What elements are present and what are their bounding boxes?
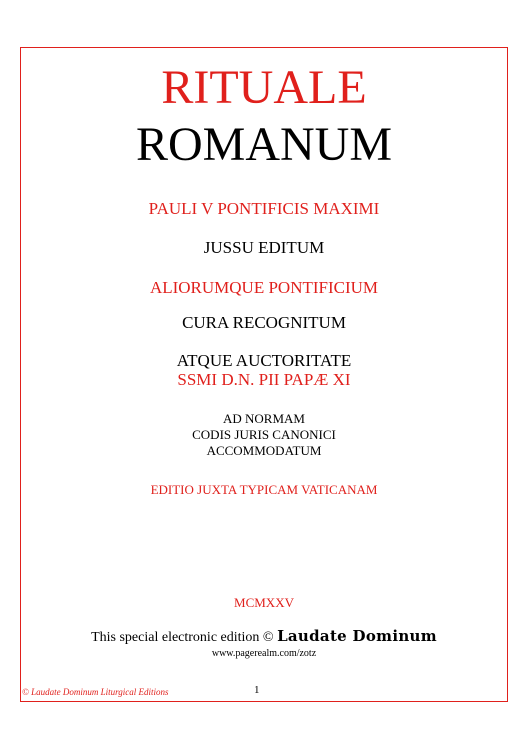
subtitle-aliorum: ALIORUMQUE PONTIFICIUM	[149, 278, 379, 297]
publisher-url: www.pagerealm.com/zotz	[211, 648, 317, 659]
electronic-edition-line	[20, 626, 508, 648]
subtitle-ssmi: SSMI D.N. PII PAPÆ XI	[177, 370, 351, 389]
subtitle-cura: CURA RECOGNITUM	[182, 313, 346, 332]
text-accommodatum: ACCOMMODATUM	[206, 443, 322, 458]
electronic-edition-prefix: This special electronic edition ©	[91, 630, 274, 645]
title-rituale: RITUALE	[161, 61, 367, 114]
footer-copyright: © Laudate Dominum Liturgical Editions	[22, 687, 169, 697]
page-number: 1	[254, 684, 260, 696]
publisher-brand: Laudate Dominum	[277, 627, 437, 645]
subtitle-jussu: JUSSU EDITUM	[203, 238, 325, 257]
subtitle-pauli: PAULI V PONTIFICIS MAXIMI	[148, 199, 380, 218]
publication-year: MCMXXV	[234, 595, 294, 610]
edition-statement: EDITIO JUXTA TYPICAM VATICANAM	[150, 482, 378, 497]
subtitle-atque: ATQUE AUCTORITATE	[176, 351, 352, 370]
text-ad-normam: AD NORMAM	[223, 411, 305, 426]
title-romanum: ROMANUM	[135, 118, 393, 171]
text-codis: CODIS JURIS CANONICI	[192, 427, 336, 442]
